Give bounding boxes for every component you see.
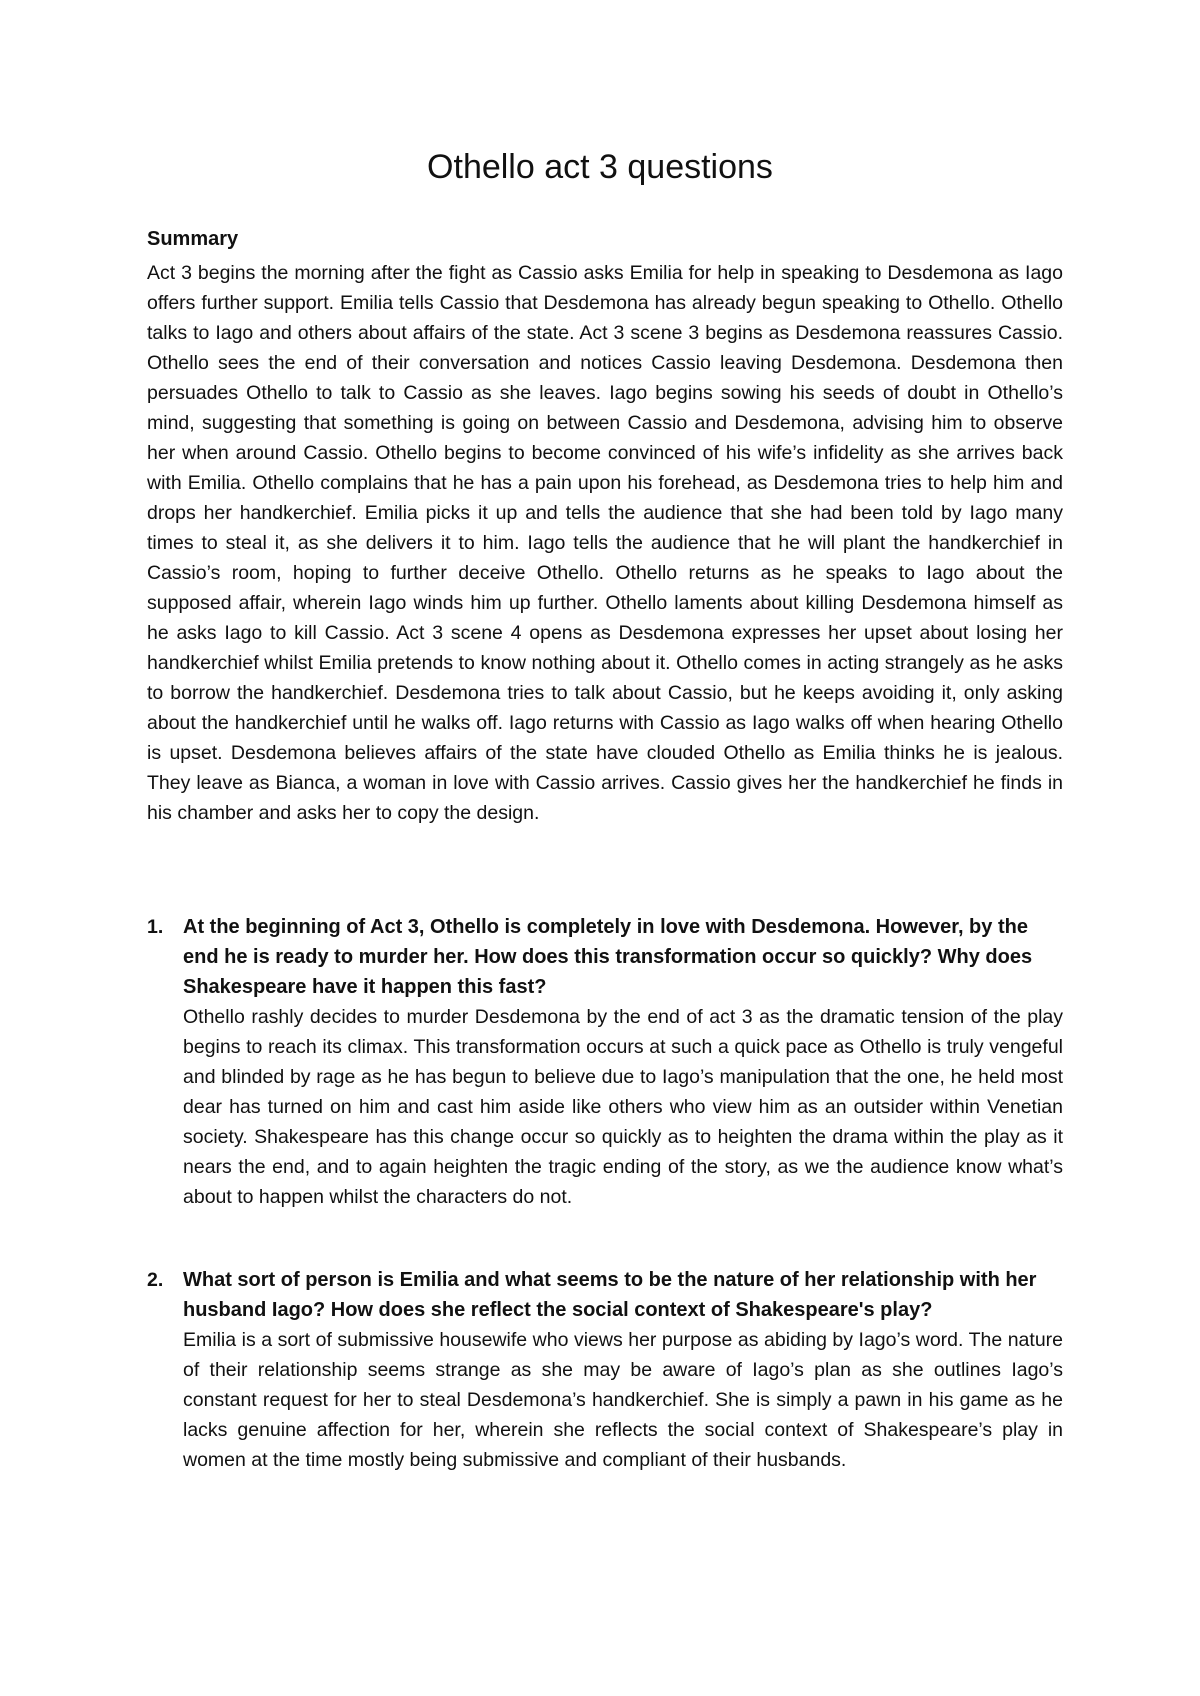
question-2 bbox=[147, 1265, 1063, 1475]
page-title: Othello act 3 questions bbox=[427, 148, 773, 186]
question-1-number: 1. bbox=[147, 916, 164, 938]
question-1-prompt: At the beginning of Act 3, Othello is completely in love with Desdemona. However, by the end he is ready to murder her. How does this transformation occur so quickly? Why does Shakespeare have it happen this fast? bbox=[183, 916, 1033, 998]
question-1 bbox=[147, 912, 1063, 1212]
question-2-number: 2. bbox=[147, 1269, 164, 1291]
question-2-prompt: What sort of person is Emilia and what seems to be the nature of her relationship with her husband Iago? How does she reflect the social context of Shakespeare's play? bbox=[183, 1269, 1037, 1321]
question-2-answer: Emilia is a sort of submissive housewife who views her purpose as abiding by Iago’s word. The nature of their relationship seems strange as she may be aware of Iago’s plan as she outlines Iago’s constant request for her to steal Desdemona’s handkerchief. She is simply a pawn in his game as he lacks genuine affection for her, wherein she reflects the social context of Shakespeare’s play in women at the time mostly being submissive and compliant of their husbands. bbox=[183, 1329, 1063, 1471]
question-1-answer: Othello rashly decides to murder Desdemona by the end of act 3 as the dramatic tension of the play begins to reach its climax. This transformation occurs at such a quick pace as Othello is truly vengeful and blinded by rage as he has begun to believe due to Iago’s manipulation that the one, he held most dear has turned on him and cast him aside like others who view him as an outsider within Venetian society. Shakespeare has this change occur so quickly as to heighten the drama within the play as it nears the end, and to again heighten the tragic ending of the story, as we the audience know what’s about to happen whilst the characters do not. bbox=[183, 1006, 1063, 1208]
summary-heading: Summary bbox=[147, 228, 239, 250]
summary-paragraph: Act 3 begins the morning after the fight as Cassio asks Emilia for help in speaking to Desdemona as Iago offers further support. Emilia tells Cassio that Desdemona has already begun speaking to Othello. Othello talks to Iago and others about affairs of the state. Act 3 scene 3 begins as Desdemona reassures Cassio. Othello sees the end of their conversation and notices Cassio leaving Desdemona. Desdemona then persuades Othello to talk to Cassio as she leaves. Iago begins sowing his seeds of doubt in Othello’s mind, suggesting that something is going on between Cassio and Desdemona, advising him to observe her when around Cassio. Othello begins to become convinced of his wife’s infidelity as she arrives back with Emilia. Othello complains that he has a pain upon his forehead, as Desdemona tries to help him and drops her handkerchief. Emilia picks it up and tells the audience that she had been told by Iago many times to steal it, as she delivers it to him. Iago tells the audience that he will plant the handkerchief in Cassio’s room, hoping to further deceive Othello. Othello returns as he speaks to Iago about the supposed affair, wherein Iago winds him up further. Othello laments about killing Desdemona himself as he asks Iago to kill Cassio. Act 3 scene 4 opens as Desdemona expresses her upset about losing her handkerchief whilst Emilia pretends to know nothing about it. Othello comes in acting strangely as he asks to borrow the handkerchief. Desdemona tries to talk about Cassio, but he keeps avoiding it, only asking about the handkerchief until he walks off. Iago returns with Cassio as Iago walks off when hearing Othello is upset. Desdemona believes affairs of the state have clouded Othello as Emilia thinks he is jealous. They leave as Bianca, a woman in love with Cassio arrives. Cassio gives her the handkerchief he finds in his chamber and asks her to copy the design. bbox=[147, 262, 1063, 824]
